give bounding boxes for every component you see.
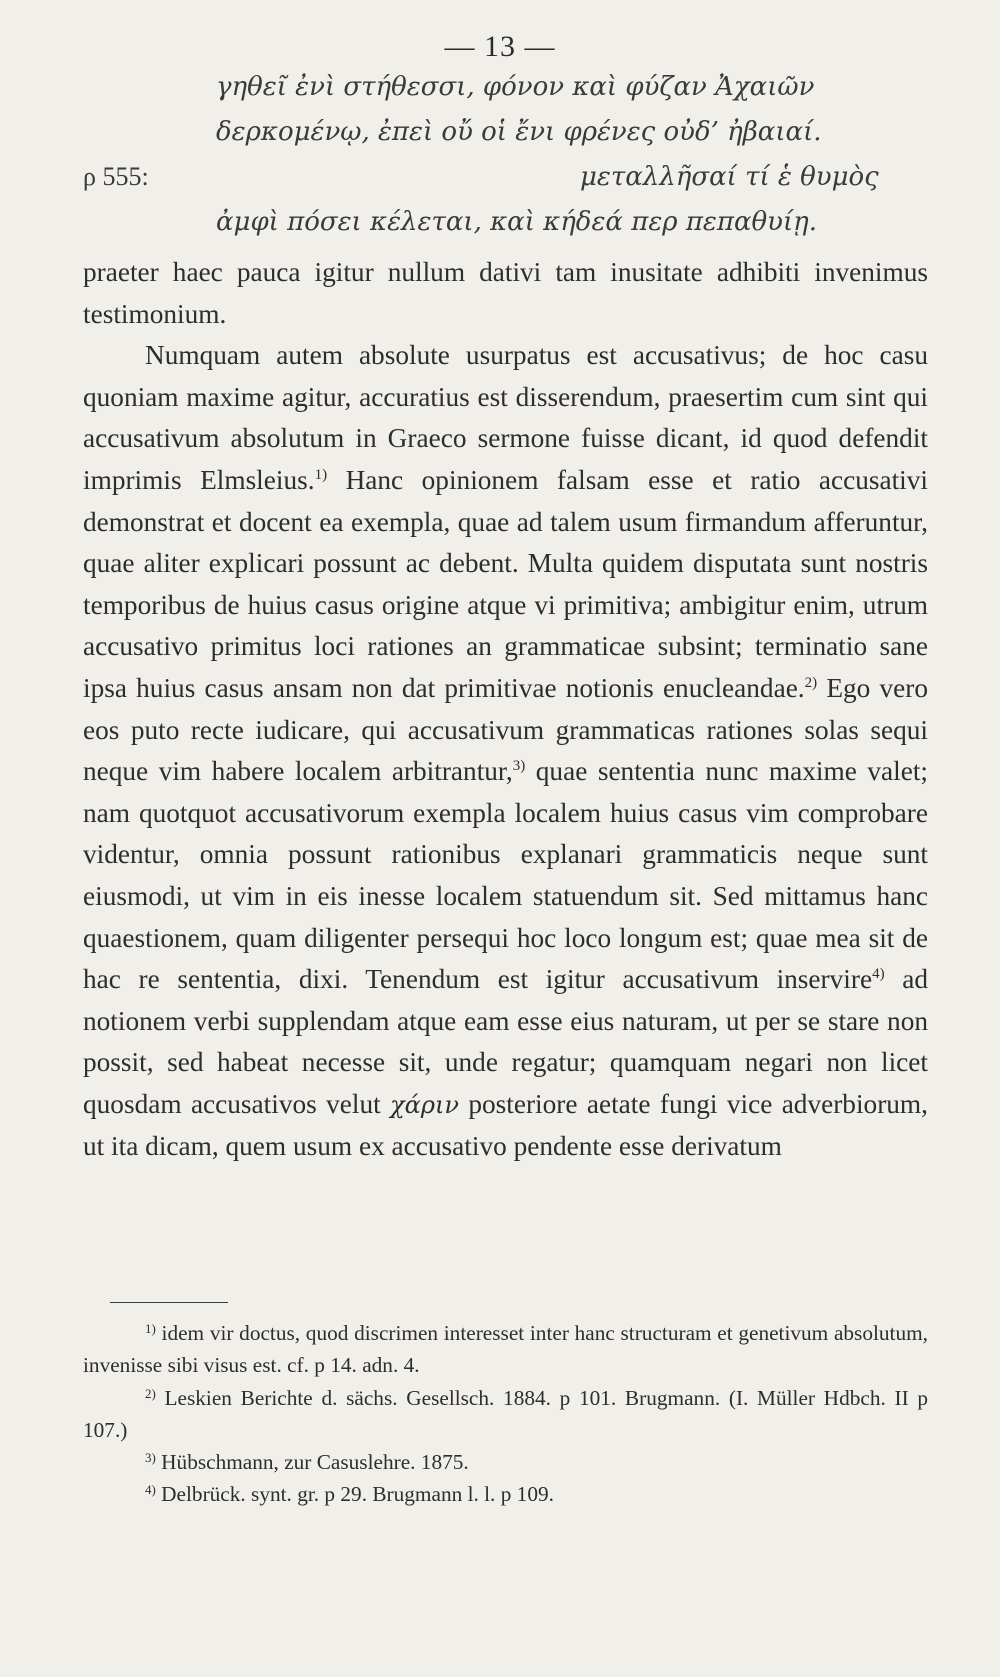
- footnote-ref-4[interactable]: 4): [872, 966, 885, 983]
- paragraph-1-text: praeter haec pauca igitur nullum dativi tam inusitate adhibiti invenimus testimonium.: [83, 257, 928, 329]
- greek-word-charin: χάριν: [390, 1090, 459, 1119]
- footnote-3-text: Hübschmann, zur Casuslehre. 1875.: [155, 1450, 469, 1475]
- footnote-1-mark: 1): [145, 1321, 156, 1336]
- paragraph-2-text-c: Ego vero eos puto recte iudicare, qui accusativum grammaticas rationes solas sequi neque vim habere localem arbitrantur,: [83, 672, 928, 787]
- paragraph-2: [83, 335, 928, 1168]
- footnote-4-text: Delbrück. synt. gr. p 29. Brugmann l. l. p 109.: [155, 1482, 554, 1507]
- greek-quote-line-2: δερκομένῳ, ἐπεὶ οὔ οἱ ἔνι φρένες οὐδ’ ἠβαιαί.: [216, 117, 822, 147]
- footnote-ref-1[interactable]: 1): [314, 466, 328, 483]
- footnote-3-mark: 3): [145, 1450, 156, 1466]
- paragraph-2-text-b: Hanc opinionem falsam esse et ratio accusativi demonstrat et docent ea exempla, quae ad talem usum firmandum afferuntur, quae aliter explicari possunt ac debent. Multa quidem disputata sunt nostris temporibus de huius casus origine atque vi primitiva; ambigitur enim, utrum accusativo primitus loci rationes an grammaticae subsint; terminatio sane ipsa huius casus ansam non dat primitivae notionis enucleandae.: [83, 464, 928, 703]
- paragraph-2-text-f: posteriore aetate fungi vice adverbiorum, ut ita dicam, quem usum ex accusativo pendente esse derivatum: [83, 1088, 928, 1162]
- footnote-1: [83, 1317, 928, 1382]
- footnote-ref-3[interactable]: 3): [512, 758, 526, 775]
- footnotes: [83, 1317, 928, 1511]
- footnote-1-text: idem vir doctus, quod discrimen interesset inter hanc structuram et genetivum absolutum, invenisse sibi visus est. cf. p 14. adn. 4.: [83, 1321, 928, 1378]
- paragraph-2-text-d: quae sententia nunc maxime valet; nam quotquot accusativorum exempla localem huius casus vim comprobare videntur, omnia possunt rationibus explanari grammaticis neque sunt eiusmodi, ut vim in eis inesse localem statuendum sit. Sed mittamus hanc quaestionem, quam diligenter persequi hoc loco longum est; quae mea sit de hac re sententia, dixi. Tenendum est igitur accusativum inservire: [83, 756, 929, 995]
- footnote-2-mark: 2): [145, 1385, 156, 1401]
- footnote-2: [83, 1382, 928, 1447]
- greek-quote-line-3: μεταλλῆσαί τί ἑ θυμὸς: [580, 162, 879, 192]
- greek-quote-reference: ρ 555:: [83, 162, 149, 191]
- footnote-4: [83, 1478, 928, 1510]
- paragraph-2-text-a: Numquam autem absolute usurpatus est accusativus; de hoc casu quoniam maxime agitur, accuratius est disserendum, praesertim cum sint qui accusativum absolutum in Graeco sermone fuisse dicant, id quod defendit imprimis Elmsleius.: [83, 340, 928, 495]
- page-number: — 13 —: [444, 30, 556, 63]
- greek-quote-line-1: γηθεῖ ἐνὶ στήθεσσι, φόνον καὶ φύζαν Ἀχαιῶν: [216, 72, 815, 102]
- footnote-2-text: Leskien Berichte d. sächs. Gesellsch. 1884. p 101. Brugmann. (I. Müller Hdbch. II p 107.): [83, 1385, 928, 1442]
- paragraph-1: [83, 252, 928, 335]
- footnote-ref-2[interactable]: 2): [804, 674, 818, 691]
- footnote-separator: [110, 1302, 228, 1303]
- main-text: [83, 252, 928, 1168]
- paragraph-2-text-e: ad notionem verbi supplendam atque eam esse eius naturam, ut per se stare non possit, sed habeat necesse sit, unde regatur; quamquam negari non licet quosdam accusativos velut: [83, 964, 928, 1119]
- footnote-3: [83, 1446, 928, 1478]
- greek-quote-line-4: ἀμφὶ πόσει κέλεται, καὶ κήδεά περ πεπαθυίῃ.: [216, 207, 818, 237]
- footnote-4-mark: 4): [145, 1482, 156, 1498]
